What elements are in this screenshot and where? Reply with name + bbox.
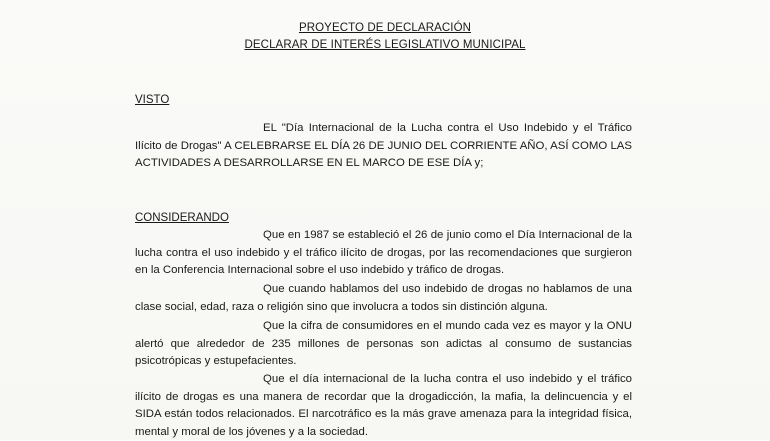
- visto-heading: VISTO: [135, 94, 170, 106]
- visto-paragraph: EL "Día Internacional de la Lucha contra el Uso Indebido y el Tráfico Ilícito de Drogas" A CELEBRARSE EL DÍA 26 DE JUNIO DEL CORRIENTE AÑO, ASÍ COMO LAS ACTIVIDADES A DESARROLLARSE EN EL MARCO DE ESE DÍA y;: [135, 122, 632, 169]
- considerando-paragraph-1: Que en 1987 se estableció el 26 de junio como el Día Internacional de la lucha contra el uso indebido y el tráfico ilícito de drogas, por las recomendaciones que surgieron en la Conferencia Internacional sobre el uso indebido y tráfico de drogas.: [135, 229, 632, 276]
- considerando-paragraph-4: Que el día internacional de la lucha contra el uso indebido y el tráfico ilícito de drogas es una manera de recordar que la drogadicción, la mafia, la delincuencia y el SIDA están todos relacionados. El narcotráfico es la más grave amenaza para la integridad física, mental y moral de los jóvenes y a la sociedad.: [135, 373, 632, 438]
- considerando-paragraph-2: Que cuando hablamos del uso indebido de drogas no hablamos de una clase social, edad, raza o religión sino que involucra a todos sin distinción alguna.: [135, 283, 632, 313]
- considerando-heading: CONSIDERANDO: [135, 212, 229, 224]
- considerando-paragraph-3: Que la cifra de consumidores en el mundo cada vez es mayor y la ONU alertó que alrededor de 235 millones de personas son adictas al consumo de sustancias psicotrópicas y estupefacientes.: [135, 320, 632, 367]
- document-title: PROYECTO DE DECLARACIÓN: [298, 22, 472, 34]
- document-subtitle: DECLARAR DE INTERÉS LEGISLATIVO MUNICIPAL: [244, 39, 526, 51]
